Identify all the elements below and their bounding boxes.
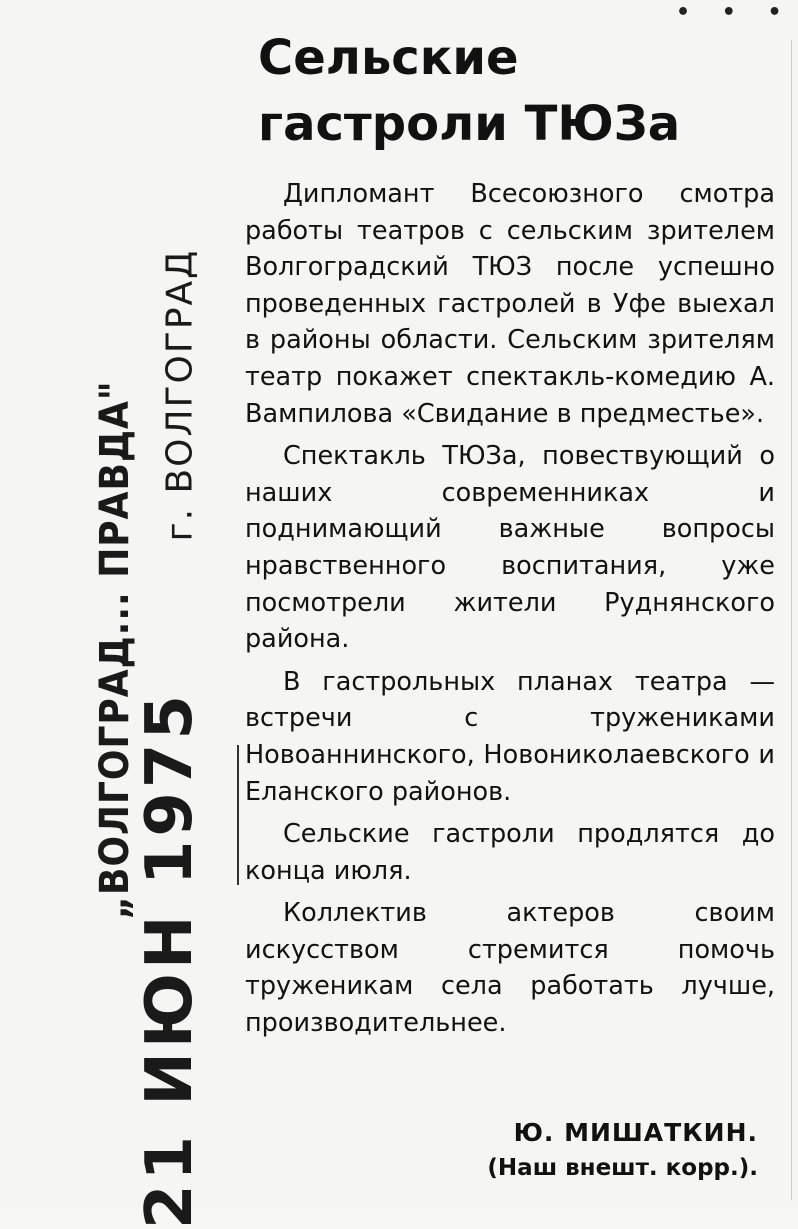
stamp-date: 21 ИЮН 1975	[133, 691, 207, 1229]
header-dots: • • •	[676, 0, 794, 25]
headline-line-1: Сельские	[258, 30, 519, 86]
column-rule	[237, 745, 239, 885]
byline-author: Ю. МИШАТКИН.	[513, 1118, 758, 1147]
right-edge-rule	[791, 40, 792, 1200]
article-paragraph: Спектакль ТЮЗа, повествующий о наших современниках и поднимающий важные вопросы нравственного воспитания, уже посмотрели жители Руднянского района.	[245, 441, 775, 655]
stamp-newspaper-name: „ВОЛГОГРАД... ПРАВДА"	[92, 380, 138, 920]
stamp-city: г. ВОЛГОГРАД	[159, 248, 201, 542]
article-paragraph: В гастрольных планах театра — встречи с тружениками Новоаннинского, Новониколаевского и Еланского районов.	[245, 666, 775, 807]
article-paragraph: Коллектив актеров своим искусством стремится помочь труженикам села работать лучше, производительнее.	[245, 898, 775, 1039]
byline-role: (Наш внешт. корр.).	[487, 1155, 758, 1181]
byline	[487, 1115, 758, 1185]
article-paragraph: Сельские гастроли продлятся до конца июля.	[245, 819, 775, 886]
headline-line-2: гастроли ТЮЗа	[258, 96, 681, 152]
article-body	[245, 176, 775, 1048]
article-headline	[258, 25, 778, 157]
article-paragraph: Дипломант Всесоюзного смотра работы театров с сельским зрителем Волгоградский ТЮЗ после успешно проведенных гастролей в Уфе выехал в районы области. Сельским зрителям театр покажет спектакль-комедию А. Вампилова «Свидание в предместье».	[245, 179, 775, 429]
